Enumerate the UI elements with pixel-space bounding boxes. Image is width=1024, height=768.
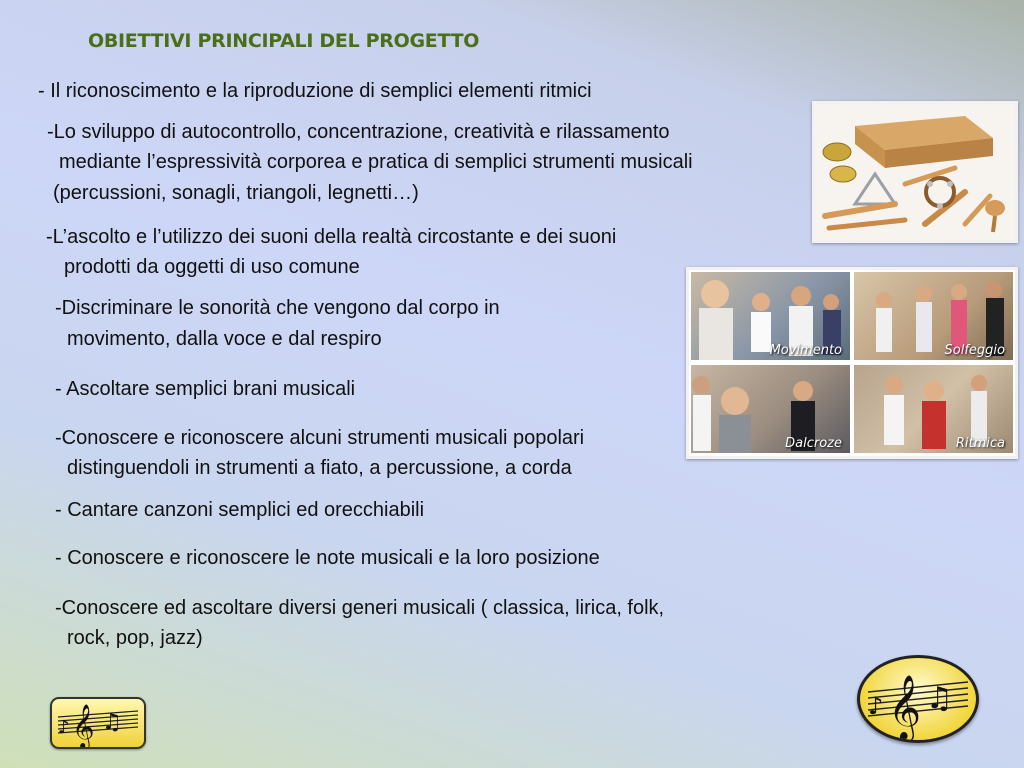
objective-line: - Cantare canzoni semplici ed orecchiabili [55,499,425,521]
objective-line: movimento, dalla voce e dal respiro [67,328,382,350]
svg-text:♫: ♫ [102,710,122,735]
children-collage [686,267,1018,459]
objective-line: -Discriminare le sonorità che vengono dal corpo in [55,297,500,319]
caption-movimento: Movimento [769,343,842,358]
objective-line: -Lo sviluppo di autocontrollo, concentrazione, creatività e rilassamento [47,121,670,143]
objective-line: - Il riconoscimento e la riproduzione di semplici elementi ritmici [38,80,592,102]
music-notes-logo-small [50,697,146,749]
treble-clef-icon [52,699,144,747]
caption-dalcroze: Dalcroze [785,436,842,451]
music-notes-logo-large [857,655,979,743]
objective-line: prodotti da oggetti di uso comune [64,256,360,278]
svg-text:𝄞: 𝄞 [72,704,95,747]
caption-solfeggio: Solfeggio [944,343,1005,358]
collage-tile-dalcroze [691,365,850,453]
objective-line: - Conoscere e riconoscere le note musicali e la loro posizione [55,547,600,569]
collage-tile-movimento [691,272,850,360]
objective-line: mediante l’espressività corporea e pratica di semplici strumenti musicali [59,151,693,173]
objective-line: -Conoscere ed ascoltare diversi generi musicali ( classica, lirica, folk, [55,597,665,619]
collage-tile-solfeggio [854,272,1013,360]
svg-text:♪: ♪ [58,717,70,738]
objective-line: rock, pop, jazz) [67,627,203,649]
objective-line: distinguendoli in strumenti a fiato, a percussione, a corda [67,457,572,479]
instruments-illustration [815,104,1015,240]
svg-text:𝄞: 𝄞 [888,675,922,740]
objective-line: -Conoscere e riconoscere alcuni strumenti musicali popolari [55,427,585,449]
objective-line: -L’ascolto e l’utilizzo dei suoni della realtà circostante e dei suoni [46,226,617,248]
objective-line: (percussioni, sonagli, triangoli, legnetti…) [53,182,419,204]
svg-text:♪: ♪ [868,692,884,720]
objective-line: - Ascoltare semplici brani musicali [55,378,356,400]
instruments-photo [812,101,1018,243]
svg-text:♫: ♫ [926,681,953,716]
slide-title: OBIETTIVI PRINCIPALI DEL PROGETTO [88,30,480,52]
treble-clef-icon [860,658,976,740]
collage-tile-ritmica [854,365,1013,453]
caption-ritmica: Ritmica [955,436,1005,451]
